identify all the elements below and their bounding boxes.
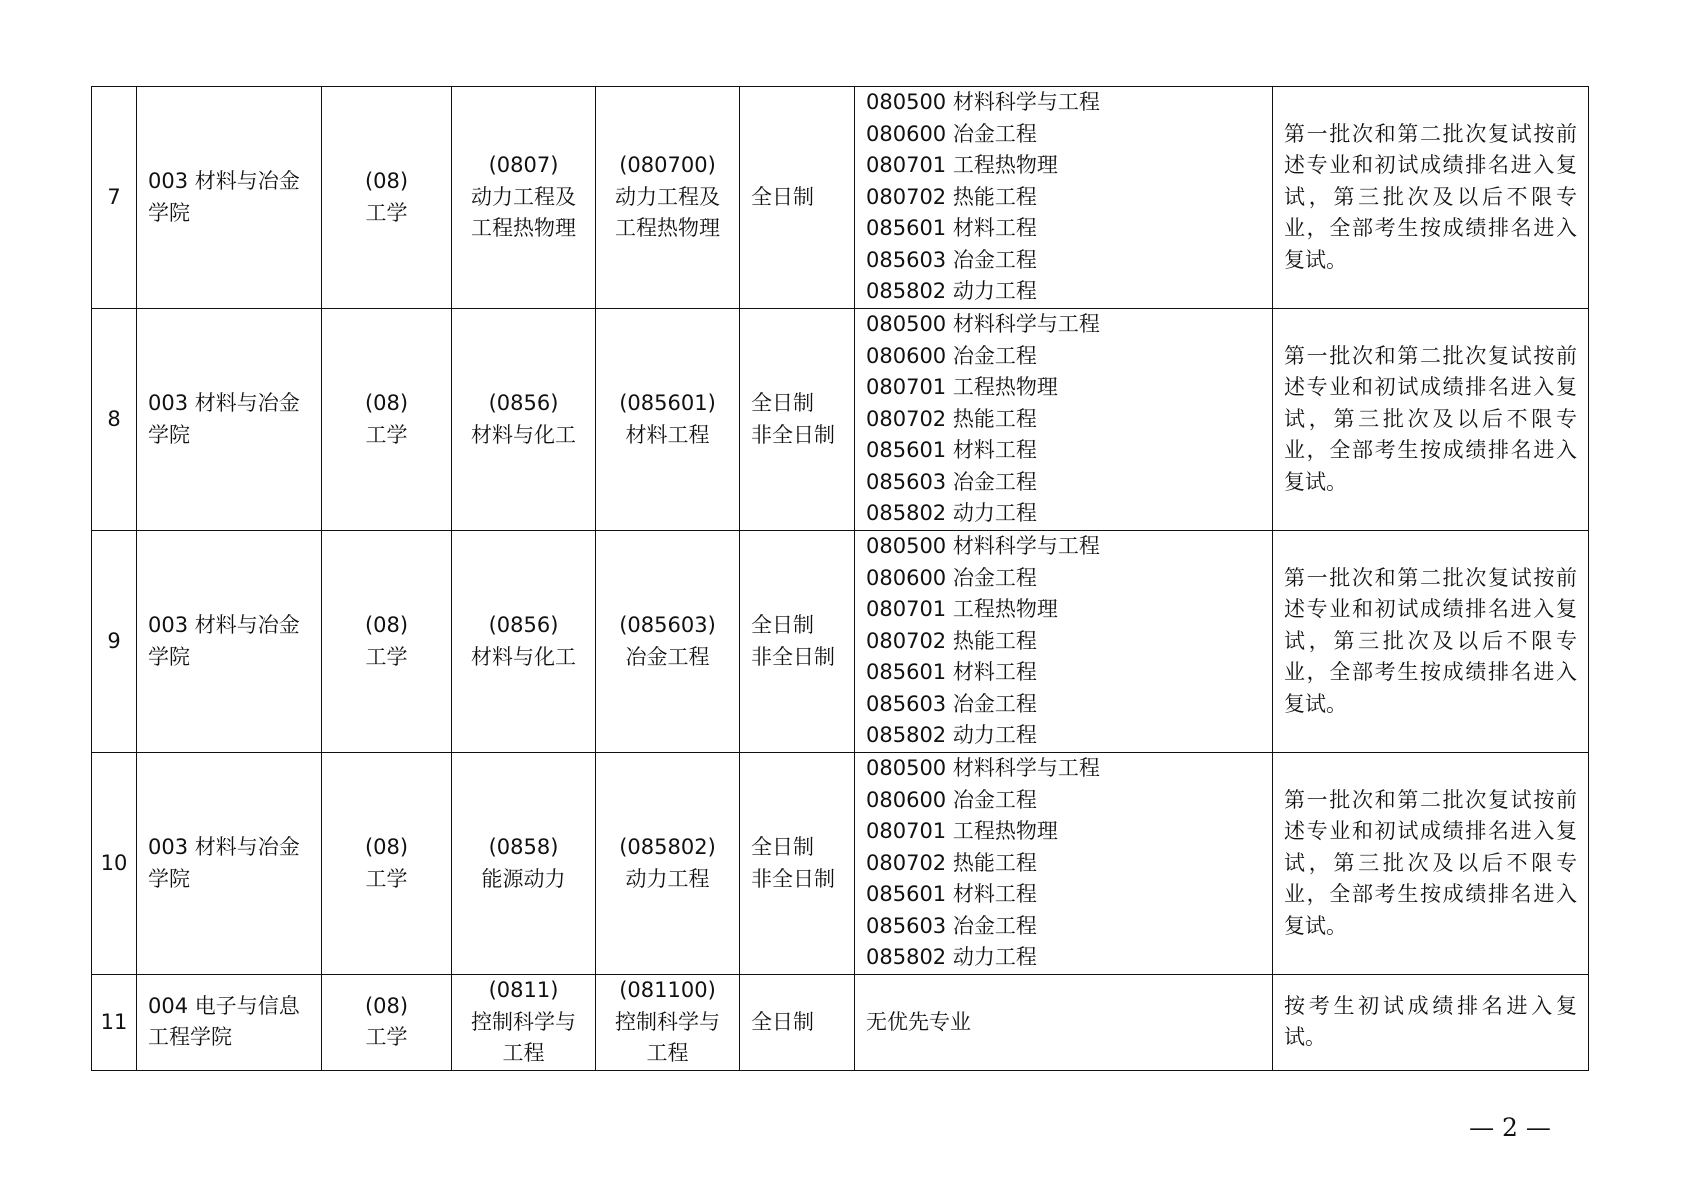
first-level-discipline-line: 材料与化工 bbox=[471, 644, 576, 669]
college-line: 004 电子与信息 bbox=[148, 993, 300, 1018]
priority-majors-line: 080702 热能工程 bbox=[866, 184, 1037, 209]
row-number-cell: 8 bbox=[92, 309, 137, 531]
first-level-discipline-line: (0856) bbox=[488, 391, 559, 415]
college-line: 学院 bbox=[148, 866, 190, 891]
remark-cell: 第一批次和第二批次复试按前述专业和初试成绩排名进入复试，第三批次及以后不限专业，全部考生按成绩排名进入复试。 bbox=[1273, 87, 1589, 309]
priority-majors-line: 085603 冶金工程 bbox=[866, 691, 1037, 716]
page-number: — 2 — bbox=[1469, 1113, 1551, 1142]
table-row bbox=[92, 531, 1589, 753]
category-cell bbox=[322, 975, 452, 1071]
table-row bbox=[92, 309, 1589, 531]
college-line: 003 材料与冶金 bbox=[148, 613, 300, 637]
major-cell bbox=[596, 753, 740, 975]
priority-majors-line: 080600 冶金工程 bbox=[866, 787, 1037, 812]
first-level-discipline-line: 控制科学与 bbox=[471, 1009, 576, 1034]
college-line: 工程学院 bbox=[148, 1025, 232, 1050]
category-cell bbox=[322, 87, 452, 309]
category-line: (08) bbox=[364, 169, 409, 193]
major-line: 冶金工程 bbox=[625, 644, 710, 669]
priority-majors-line: 085802 动力工程 bbox=[866, 945, 1037, 970]
table-row bbox=[92, 87, 1589, 309]
category-line: (08) bbox=[364, 835, 409, 859]
college-cell bbox=[137, 531, 322, 753]
row-number-cell: 7 bbox=[92, 87, 137, 309]
remark-cell: 按考生初试成绩排名进入复试。 bbox=[1273, 975, 1589, 1071]
priority-majors-line: 085802 动力工程 bbox=[866, 723, 1037, 748]
admission-table bbox=[91, 86, 1589, 1071]
college-cell bbox=[137, 753, 322, 975]
major-cell bbox=[596, 309, 740, 531]
study-mode-line: 非全日制 bbox=[751, 644, 835, 669]
first-level-discipline-line: (0807) bbox=[488, 153, 559, 178]
priority-majors-line: 085601 材料工程 bbox=[866, 216, 1037, 241]
priority-majors-line: 080600 冶金工程 bbox=[866, 565, 1037, 590]
study-mode-cell bbox=[740, 531, 855, 753]
category-line: (08) bbox=[364, 613, 409, 637]
category-line: (08) bbox=[364, 391, 409, 415]
first-level-discipline-cell bbox=[452, 753, 596, 975]
study-mode-line: 全日制 bbox=[751, 613, 814, 637]
major-line: 工程 bbox=[646, 1041, 689, 1065]
row-number-cell: 9 bbox=[92, 531, 137, 753]
first-level-discipline-cell bbox=[452, 531, 596, 753]
priority-majors-cell bbox=[855, 309, 1273, 531]
study-mode-cell bbox=[740, 87, 855, 309]
study-mode-line: 全日制 bbox=[751, 835, 814, 859]
study-mode-line: 全日制 bbox=[751, 391, 814, 415]
major-line: 材料工程 bbox=[625, 422, 710, 447]
study-mode-line: 非全日制 bbox=[751, 866, 835, 891]
study-mode-line: 全日制 bbox=[751, 184, 814, 209]
category-line: 工学 bbox=[365, 644, 408, 669]
major-line: (085603) bbox=[619, 613, 716, 637]
category-cell bbox=[322, 531, 452, 753]
study-mode-cell bbox=[740, 309, 855, 531]
first-level-discipline-line: 能源动力 bbox=[481, 866, 566, 891]
priority-majors-line: 085601 材料工程 bbox=[866, 438, 1037, 463]
priority-majors-line: 085601 材料工程 bbox=[866, 882, 1037, 907]
major-cell bbox=[596, 975, 740, 1071]
priority-majors-line: 085802 动力工程 bbox=[866, 279, 1037, 304]
major-line: 动力工程 bbox=[625, 866, 710, 891]
college-line: 003 材料与冶金 bbox=[148, 169, 300, 193]
first-level-discipline-cell bbox=[452, 87, 596, 309]
priority-majors-cell bbox=[855, 87, 1273, 309]
major-line: 控制科学与 bbox=[615, 1009, 720, 1034]
major-cell bbox=[596, 531, 740, 753]
priority-majors-line: 080500 材料科学与工程 bbox=[866, 756, 1100, 781]
college-line: 003 材料与冶金 bbox=[148, 835, 300, 859]
priority-majors-line: 080701 工程热物理 bbox=[866, 819, 1058, 844]
college-line: 学院 bbox=[148, 644, 190, 669]
priority-majors-cell bbox=[855, 975, 1273, 1071]
major-line: (081100) bbox=[619, 978, 716, 1002]
priority-majors-line: 085603 冶金工程 bbox=[866, 469, 1037, 494]
study-mode-line: 全日制 bbox=[751, 1009, 814, 1034]
study-mode-line: 非全日制 bbox=[751, 422, 835, 447]
priority-majors-line: 080701 工程热物理 bbox=[866, 375, 1058, 400]
category-cell bbox=[322, 753, 452, 975]
study-mode-cell bbox=[740, 975, 855, 1071]
first-level-discipline-line: (0811) bbox=[488, 978, 559, 1002]
priority-majors-line: 085601 材料工程 bbox=[866, 660, 1037, 685]
priority-majors-line: 080500 材料科学与工程 bbox=[866, 534, 1100, 559]
remark-cell: 第一批次和第二批次复试按前述专业和初试成绩排名进入复试，第三批次及以后不限专业，全部考生按成绩排名进入复试。 bbox=[1273, 309, 1589, 531]
college-line: 学院 bbox=[148, 422, 190, 447]
remark-cell: 第一批次和第二批次复试按前述专业和初试成绩排名进入复试，第三批次及以后不限专业，全部考生按成绩排名进入复试。 bbox=[1273, 753, 1589, 975]
study-mode-cell bbox=[740, 753, 855, 975]
category-line: (08) bbox=[364, 993, 409, 1018]
first-level-discipline-line: 工程 bbox=[502, 1041, 545, 1065]
first-level-discipline-line: 动力工程及 bbox=[471, 184, 576, 209]
major-cell bbox=[596, 87, 740, 309]
first-level-discipline-line: (0856) bbox=[488, 613, 559, 637]
category-line: 工学 bbox=[365, 1025, 408, 1050]
priority-majors-line: 080500 材料科学与工程 bbox=[866, 90, 1100, 115]
priority-majors-line: 080701 工程热物理 bbox=[866, 153, 1058, 178]
college-cell bbox=[137, 87, 322, 309]
priority-majors-line: 080701 工程热物理 bbox=[866, 597, 1058, 622]
first-level-discipline-line: 材料与化工 bbox=[471, 422, 576, 447]
table-row bbox=[92, 753, 1589, 975]
category-cell bbox=[322, 309, 452, 531]
major-line: (085802) bbox=[619, 835, 716, 859]
college-cell bbox=[137, 975, 322, 1071]
category-line: 工学 bbox=[365, 422, 408, 447]
major-line: (080700) bbox=[619, 153, 716, 178]
college-cell bbox=[137, 309, 322, 531]
priority-majors-line: 085802 动力工程 bbox=[866, 501, 1037, 526]
first-level-discipline-line: (0858) bbox=[488, 835, 559, 859]
priority-majors-line: 085603 冶金工程 bbox=[866, 913, 1037, 938]
remark-cell: 第一批次和第二批次复试按前述专业和初试成绩排名进入复试，第三批次及以后不限专业，全部考生按成绩排名进入复试。 bbox=[1273, 531, 1589, 753]
priority-majors-cell bbox=[855, 753, 1273, 975]
table-row bbox=[92, 975, 1589, 1071]
category-line: 工学 bbox=[365, 200, 408, 225]
priority-majors-line: 080600 冶金工程 bbox=[866, 121, 1037, 146]
priority-majors-line: 080702 热能工程 bbox=[866, 850, 1037, 875]
priority-majors-line: 080702 热能工程 bbox=[866, 628, 1037, 653]
college-line: 003 材料与冶金 bbox=[148, 391, 300, 415]
college-line: 学院 bbox=[148, 200, 190, 225]
row-number-cell: 11 bbox=[92, 975, 137, 1071]
priority-majors-line: 080500 材料科学与工程 bbox=[866, 312, 1100, 337]
row-number-cell: 10 bbox=[92, 753, 137, 975]
priority-majors-line: 080600 冶金工程 bbox=[866, 343, 1037, 368]
first-level-discipline-cell bbox=[452, 975, 596, 1071]
priority-majors-line: 080702 热能工程 bbox=[866, 406, 1037, 431]
first-level-discipline-line: 工程热物理 bbox=[471, 216, 576, 241]
priority-majors-line: 无优先专业 bbox=[866, 1009, 971, 1034]
major-line: (085601) bbox=[619, 391, 716, 415]
first-level-discipline-cell bbox=[452, 309, 596, 531]
major-line: 动力工程及 bbox=[615, 184, 720, 209]
priority-majors-line: 085603 冶金工程 bbox=[866, 247, 1037, 272]
table-body bbox=[92, 87, 1589, 1071]
category-line: 工学 bbox=[365, 866, 408, 891]
priority-majors-cell bbox=[855, 531, 1273, 753]
major-line: 工程热物理 bbox=[615, 216, 720, 241]
